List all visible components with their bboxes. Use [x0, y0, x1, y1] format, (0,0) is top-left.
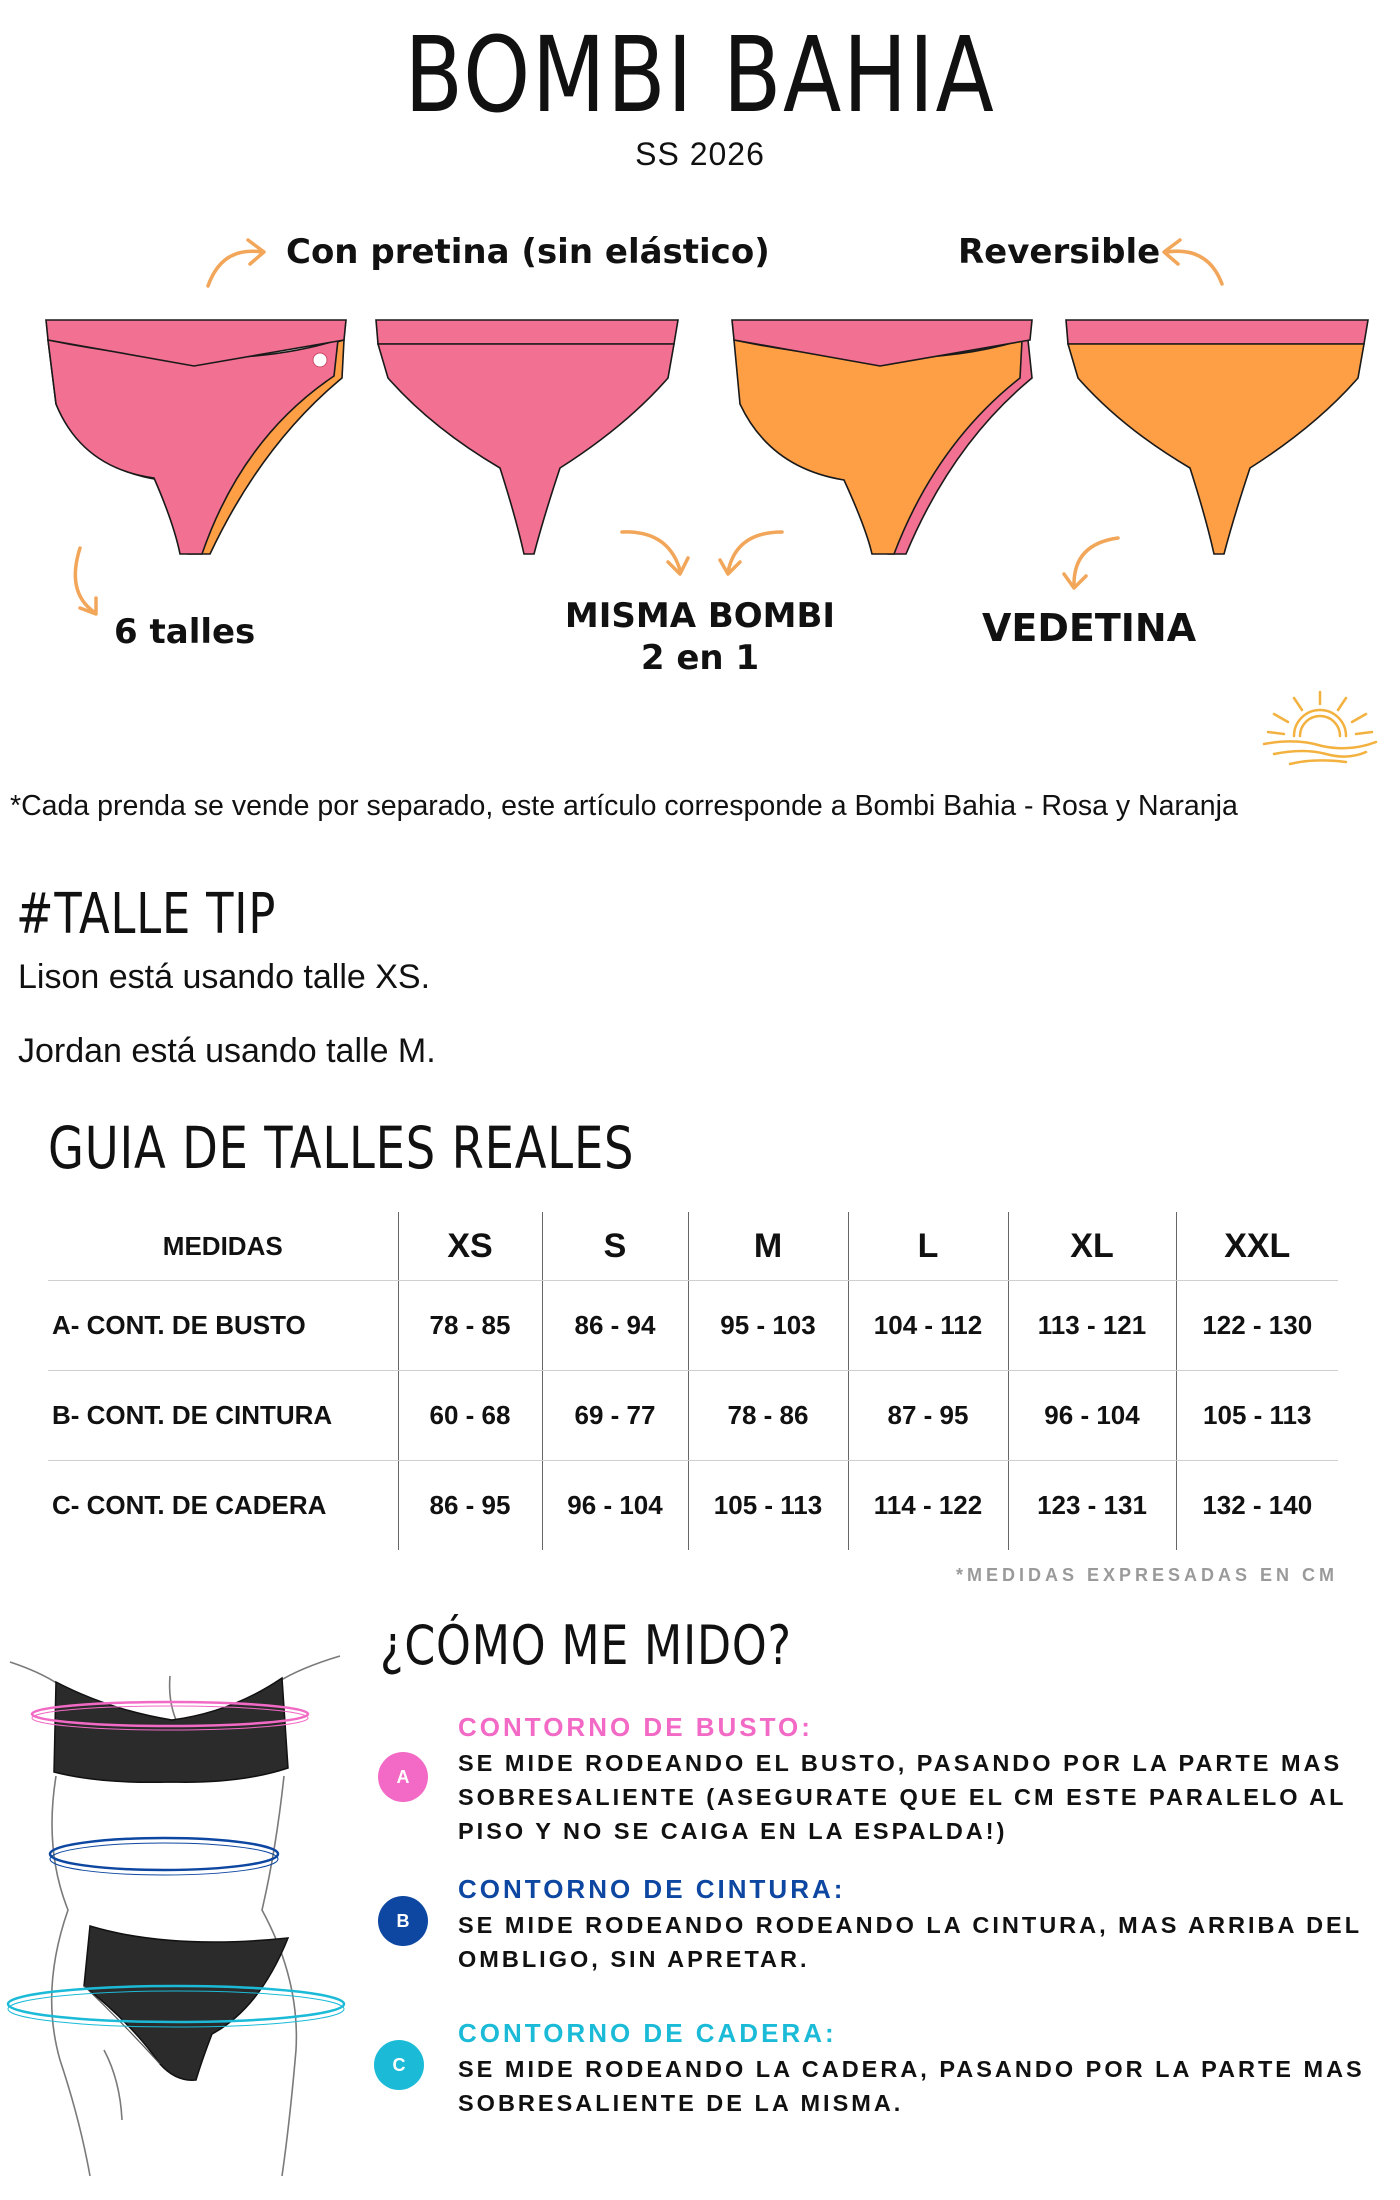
table-row-cintura	[48, 1371, 1338, 1461]
arrow-reversible-icon	[1164, 240, 1222, 284]
table-row-busto	[48, 1281, 1338, 1371]
size-tip-line2: Jordan está usando talle M.	[18, 1032, 436, 1070]
table-cell: 105 - 113	[688, 1461, 848, 1551]
sun-icon	[1260, 690, 1380, 770]
cut-callout: VEDETINA	[982, 606, 1197, 650]
sizes-callout: 6 talles	[114, 612, 256, 652]
table-cell: 78 - 85	[398, 1281, 542, 1371]
table-header-size: XL	[1008, 1212, 1176, 1281]
table-row-cadera	[48, 1461, 1338, 1551]
table-cell: 96 - 104	[542, 1461, 688, 1551]
table-cell: 122 - 130	[1176, 1281, 1338, 1371]
size-tip-title: #TALLE TIP	[16, 882, 277, 947]
table-row-label: B- CONT. DE CINTURA	[48, 1371, 398, 1461]
product-orange-back	[1062, 318, 1372, 568]
table-cell: 86 - 94	[542, 1281, 688, 1371]
measure-ring-cintura-icon	[50, 1838, 278, 1875]
table-header-size: XS	[398, 1212, 542, 1281]
table-header-size: XXL	[1176, 1212, 1338, 1281]
badge-c: C	[374, 2040, 424, 2090]
table-cell: 132 - 140	[1176, 1461, 1338, 1551]
arrow-waistband-icon	[208, 240, 264, 286]
season-label: SS 2026	[635, 136, 765, 172]
table-cell: 87 - 95	[848, 1371, 1008, 1461]
product-pink-back	[372, 318, 682, 568]
product-pink-front	[42, 318, 352, 568]
disclaimer-text: *Cada prenda se vende por separado, este artículo corresponde a Bombi Bahia - Rosa y Naranja	[10, 790, 1238, 822]
reversible-callout: Reversible	[958, 232, 1161, 272]
table-cell: 114 - 122	[848, 1461, 1008, 1551]
howto-heading-busto: CONTORNO DE BUSTO:	[458, 1712, 813, 1742]
table-cell: 123 - 131	[1008, 1461, 1176, 1551]
table-cell: 69 - 77	[542, 1371, 688, 1461]
table-header-size: S	[542, 1212, 688, 1281]
table-header-size: M	[688, 1212, 848, 1281]
size-guide-title: GUIA DE TALLES REALES	[48, 1114, 635, 1182]
howto-text-cadera: SE MIDE RODEANDO LA CADERA, PASANDO POR LA PARTE MAS SOBRESALIENTE DE LA MISMA.	[458, 2056, 1365, 2116]
table-header-medidas: MEDIDAS	[48, 1212, 398, 1281]
waistband-callout: Con pretina (sin elástico)	[286, 232, 770, 272]
table-cell: 95 - 103	[688, 1281, 848, 1371]
table-cell: 105 - 113	[1176, 1371, 1338, 1461]
howto-text-cintura: SE MIDE RODEANDO RODEANDO LA CINTURA, MAS ARRIBA DEL OMBLIGO, SIN APRETAR.	[458, 1912, 1362, 1972]
table-cell: 60 - 68	[398, 1371, 542, 1461]
table-cell: 78 - 86	[688, 1371, 848, 1461]
table-cell: 113 - 121	[1008, 1281, 1176, 1371]
how-to-title: ¿CÓMO ME MIDO?	[380, 1614, 792, 1677]
badge-a: A	[378, 1752, 428, 1802]
product-orange-front	[726, 318, 1046, 568]
howto-heading-cadera: CONTORNO DE CADERA:	[458, 2018, 837, 2048]
table-header-row	[48, 1212, 1338, 1281]
table-cell: 104 - 112	[848, 1281, 1008, 1371]
table-row-label: C- CONT. DE CADERA	[52, 1490, 327, 1520]
table-row-label: A- CONT. DE BUSTO	[48, 1281, 398, 1371]
howto-heading-cintura: CONTORNO DE CINTURA:	[458, 1874, 846, 1904]
brand-title: BOMBI BAHIA	[404, 14, 996, 136]
badge-b: B	[378, 1896, 428, 1946]
body-measurement-illustration	[0, 1620, 370, 2180]
table-cell: 86 - 95	[398, 1461, 542, 1551]
two-in-one-line1: MISMA BOMBI	[564, 596, 836, 636]
table-cell: 96 - 104	[1008, 1371, 1176, 1461]
two-in-one-line2: 2 en 1	[640, 638, 760, 678]
howto-text-busto: SE MIDE RODEANDO EL BUSTO, PASANDO POR LA PARTE MAS SOBRESALIENTE (ASEGURATE QUE EL CM ESTE PARALELO AL PISO Y NO SE CAIGA EN LA ESPALDA!)	[458, 1750, 1347, 1844]
size-guide-table	[48, 1212, 1338, 1550]
table-header-size: L	[848, 1212, 1008, 1281]
size-tip-line1: Lison está usando talle XS.	[18, 958, 431, 996]
units-note: *MEDIDAS EXPRESADAS EN CM	[955, 1565, 1338, 1585]
